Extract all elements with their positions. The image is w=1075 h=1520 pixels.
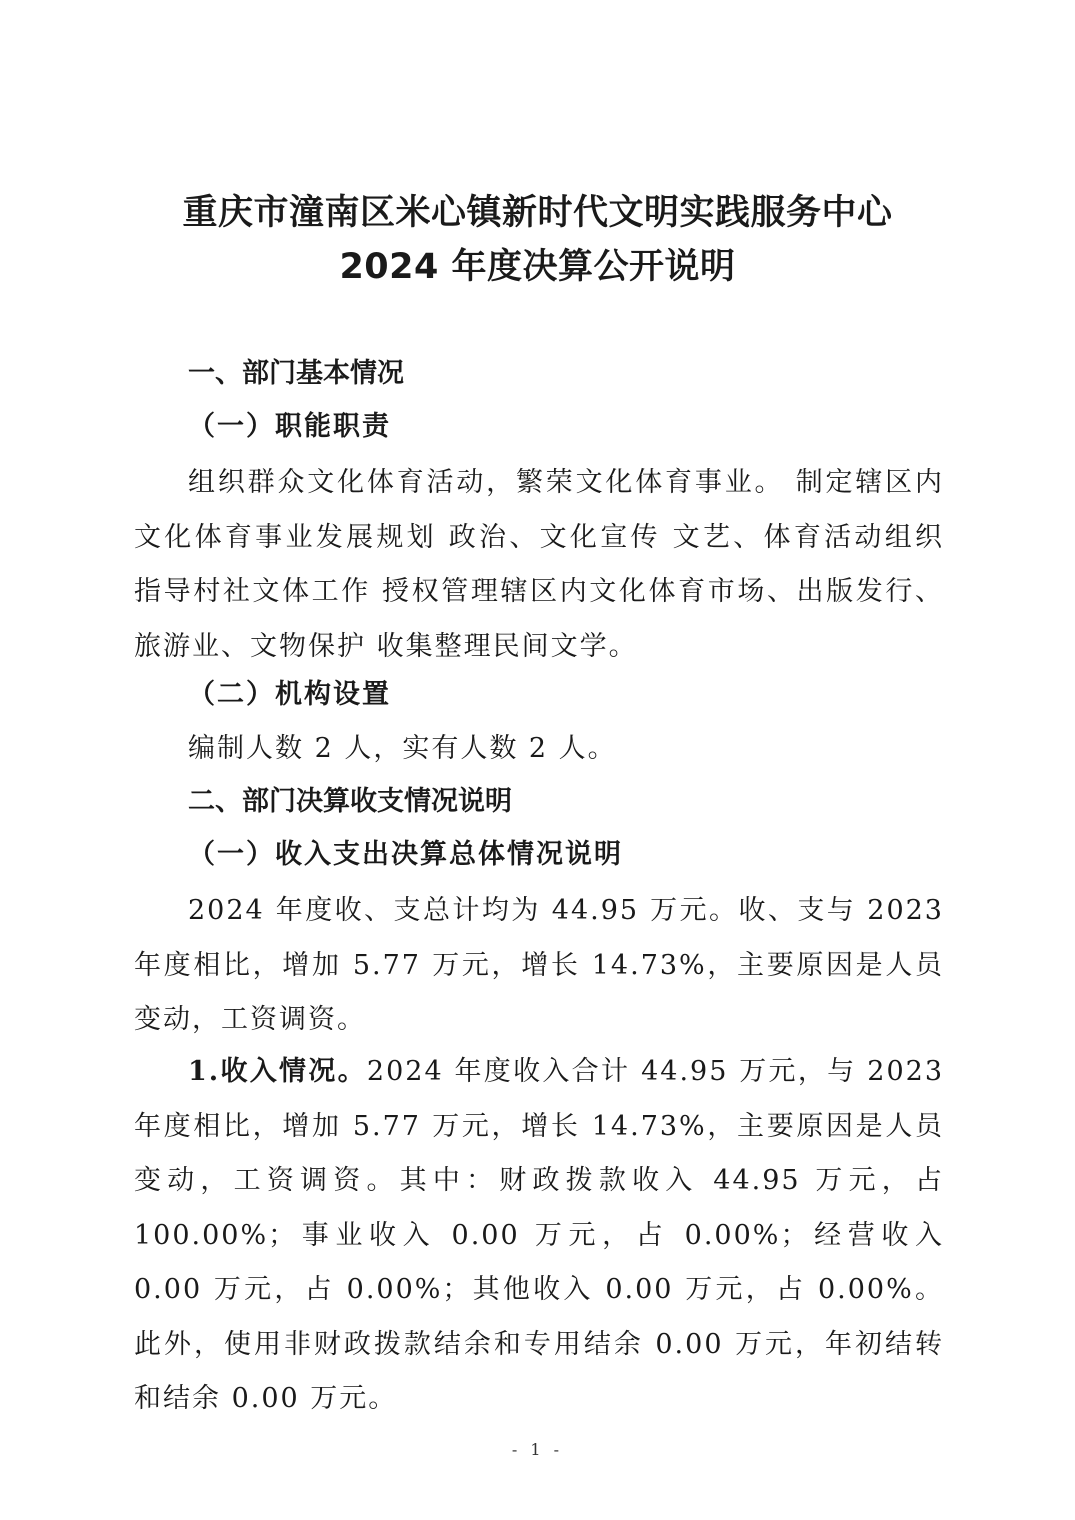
document-title-line1: 重庆市潼南区米心镇新时代文明实践服务中心 [182, 193, 893, 233]
page-number: - 1 - [511, 1440, 564, 1459]
section2-heading: 二、部门决算收支情况说明 [188, 786, 512, 817]
section2-sub1-heading: （一）收入支出决算总体情况说明 [188, 839, 623, 870]
document-title-line2: 2024 年度决算公开说明 [339, 247, 736, 287]
section1-heading: 一、部门基本情况 [188, 358, 404, 389]
section1-para2: 编制人数 2 人，实有人数 2 人。 [188, 733, 617, 764]
income-lead-label: 1.收入情况。 [188, 1056, 367, 1087]
section2-para1: 2024 年度收、支总计均为 44.95 万元。收、支与 2023 年度相比，增加 5.77 万元，增长 14.73%，主要原因是人员变动，工资调资。 [134, 895, 944, 1035]
section2-para2 [134, 1045, 944, 1427]
section1-sub2-heading: （二）机构设置 [188, 679, 391, 710]
section1-sub1-heading: （一）职能职责 [188, 411, 391, 442]
section1-para1: 组织群众文化体育活动，繁荣文化体育事业。 制定辖区内文化体育事业发展规划 政治、文化宣传 文艺、体育活动组织 指导村社文体工作 授权管理辖区内文化体育市场、出版发行、旅游业、文物保护 收集整理民间文学。 [134, 467, 944, 662]
income-body-text: 2024 年度收入合计 44.95 万元，与 2023 年度相比，增加 5.77 万元，增长 14.73%，主要原因是人员变动，工资调资。其中：财政拨款收入 44.95 万元，占 100.00%；事业收入 0.00 万元，占 0.00%；经营收入 0.00 万元，占 0.00%；其他收入 0.00 万元，占 0.00%。此外，使用非财政拨款结余和专用结余 0.00 万元，年初结转和结余 0.00 万元。 [134, 1056, 944, 1414]
